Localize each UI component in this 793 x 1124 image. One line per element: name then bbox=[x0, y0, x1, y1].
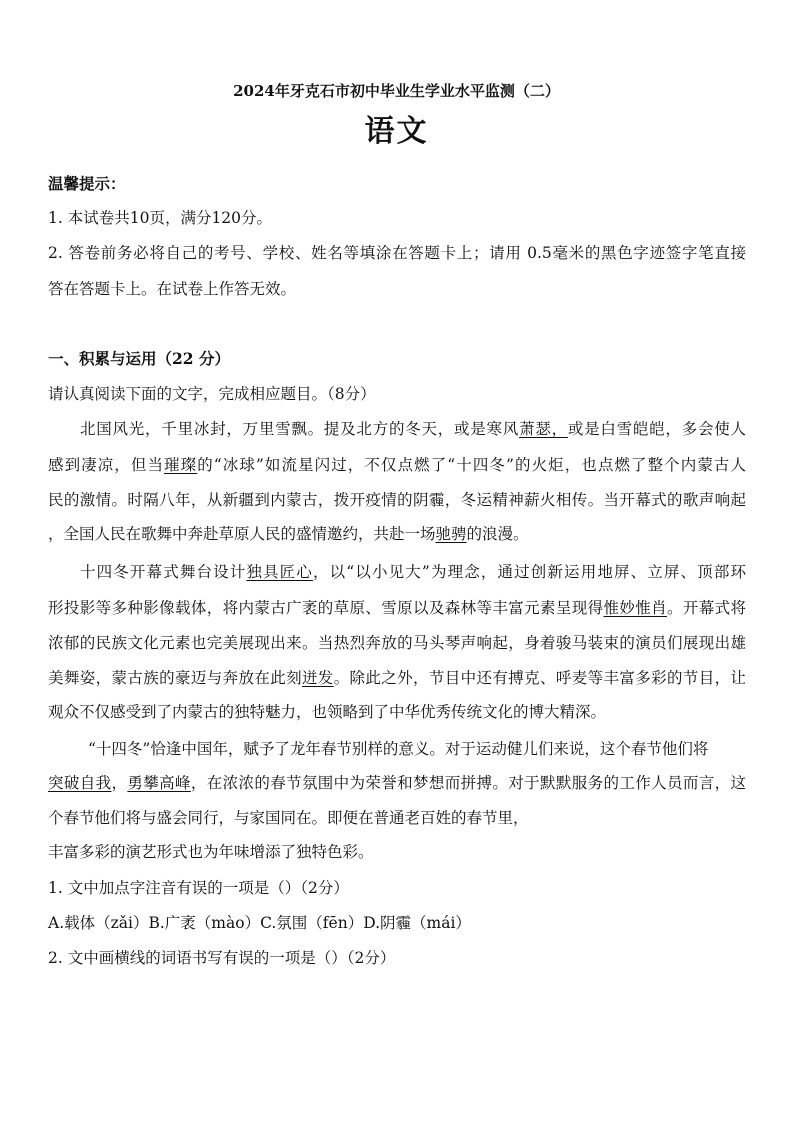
text-run: ， bbox=[111, 774, 128, 792]
text-run: 的浪漫。 bbox=[466, 525, 529, 543]
section-heading: 一、积累与运用（22 分） bbox=[48, 349, 230, 368]
underlined-word: 驰骋 bbox=[435, 525, 467, 543]
notice-heading: 温馨提示： bbox=[48, 174, 126, 193]
text-run: ，在浓浓的春节氛围中为荣誉和梦想而拼搏。对于默默服务的工作人员而言，这 bbox=[190, 774, 746, 792]
question-1-options: A.载体（zǎi）B.广袤（mào）C.氛围（fēn）D.阴霾（mái） bbox=[48, 914, 471, 932]
passage-line bbox=[48, 598, 746, 618]
text-run: ，全国人民在歌舞中奔赴草原人民的盛情邀约，共赴一场 bbox=[48, 525, 436, 543]
text-run: 感到凄凉，但当 bbox=[48, 456, 165, 474]
passage-line: 民的激情。时隔八年，从新疆到内蒙古，拨开疫情的阴霾，冬运精神薪火相传。当开幕式的歌声响起 bbox=[48, 491, 746, 509]
passage-line bbox=[48, 773, 746, 793]
text-run: 形投影等多种影像载体，将内蒙古广袤的草原、雪原以及森林等丰富元素呈现得 bbox=[48, 599, 604, 617]
underlined-word: 萧瑟， bbox=[519, 420, 568, 438]
text-run: 十四冬开幕式舞台设计 bbox=[80, 563, 247, 581]
passage-line bbox=[48, 419, 746, 439]
passage-line: 浓郁的民族文化元素也完美展现出来。当热烈奔放的马头琴声响起，身着骏马装束的演员们展现出雄 bbox=[48, 634, 746, 652]
underlined-word: 惟妙惟肖 bbox=[603, 599, 667, 617]
section-instruction: 请认真阅读下面的文字，完成相应题目。（8分） bbox=[48, 385, 376, 403]
passage-line bbox=[48, 668, 746, 688]
notice-item-1: 1. 本试卷共10页，满分120分。 bbox=[48, 209, 273, 227]
notice-item-2-line1: 2. 答卷前务必将自己的考号、学校、姓名等填涂在答题卡上；请用 0.5毫米的黑色字迹签字笔直接 bbox=[48, 244, 746, 262]
passage-line bbox=[48, 455, 746, 475]
passage-line bbox=[48, 562, 746, 582]
text-run: 美舞姿，蒙古族的豪迈与奔放在此刻 bbox=[48, 669, 302, 687]
passage-line: 个春节他们将与盛会同行，与家国同在。即便在普通老百姓的春节里， bbox=[48, 809, 529, 827]
subject-title: 语文 bbox=[364, 114, 429, 149]
underlined-word: 迸发 bbox=[301, 669, 334, 687]
underlined-word: 璀璨 bbox=[164, 456, 198, 474]
passage-line: 观众不仅感受到了内蒙古的独特魅力，也领略到了中华优秀传统文化的博大精深。 bbox=[48, 703, 607, 721]
text-run: 或是白雪皑皑，多会使人 bbox=[567, 420, 746, 438]
notice-item-2-line2: 答在答题卡上。在试卷上作答无效。 bbox=[48, 280, 297, 298]
passage-line bbox=[48, 524, 529, 544]
text-run: ，以“以小见大”为理念，通过创新运用地屏、立屏、顶部环 bbox=[312, 563, 746, 581]
exam-title: 2024年牙克石市初中毕业生学业水平监测（二） bbox=[233, 82, 560, 100]
passage-line: 丰富多彩的演艺形式也为年味增添了独特色彩。 bbox=[48, 843, 374, 861]
underlined-word: 勇攀高峰 bbox=[127, 774, 191, 792]
passage-line: “十四冬”恰逢中国年，赋予了龙年春节别样的意义。对于运动健儿们来说，这个春节他们将 bbox=[88, 740, 709, 758]
question-1: 1. 文中加点字注音有误的一项是（）（2分） bbox=[48, 879, 349, 897]
text-run: 的“冰球”如流星闪过，不仅点燃了“十四冬”的火炬，也点燃了整个内蒙古人 bbox=[197, 456, 746, 474]
underlined-word: 独具匠心 bbox=[246, 563, 313, 581]
text-run: 北国风光，千里冰封，万里雪飘。提及北方的冬天，或是寒风 bbox=[80, 420, 520, 438]
text-run: 。除此之外，节目中还有搏克、呼麦等丰富多彩的节目，让 bbox=[333, 669, 746, 687]
underlined-word: 突破自我 bbox=[48, 774, 112, 792]
text-run: 。开幕式将 bbox=[666, 599, 746, 617]
question-2: 2. 文中画横线的词语书写有误的一项是（）（2分） bbox=[48, 949, 396, 967]
